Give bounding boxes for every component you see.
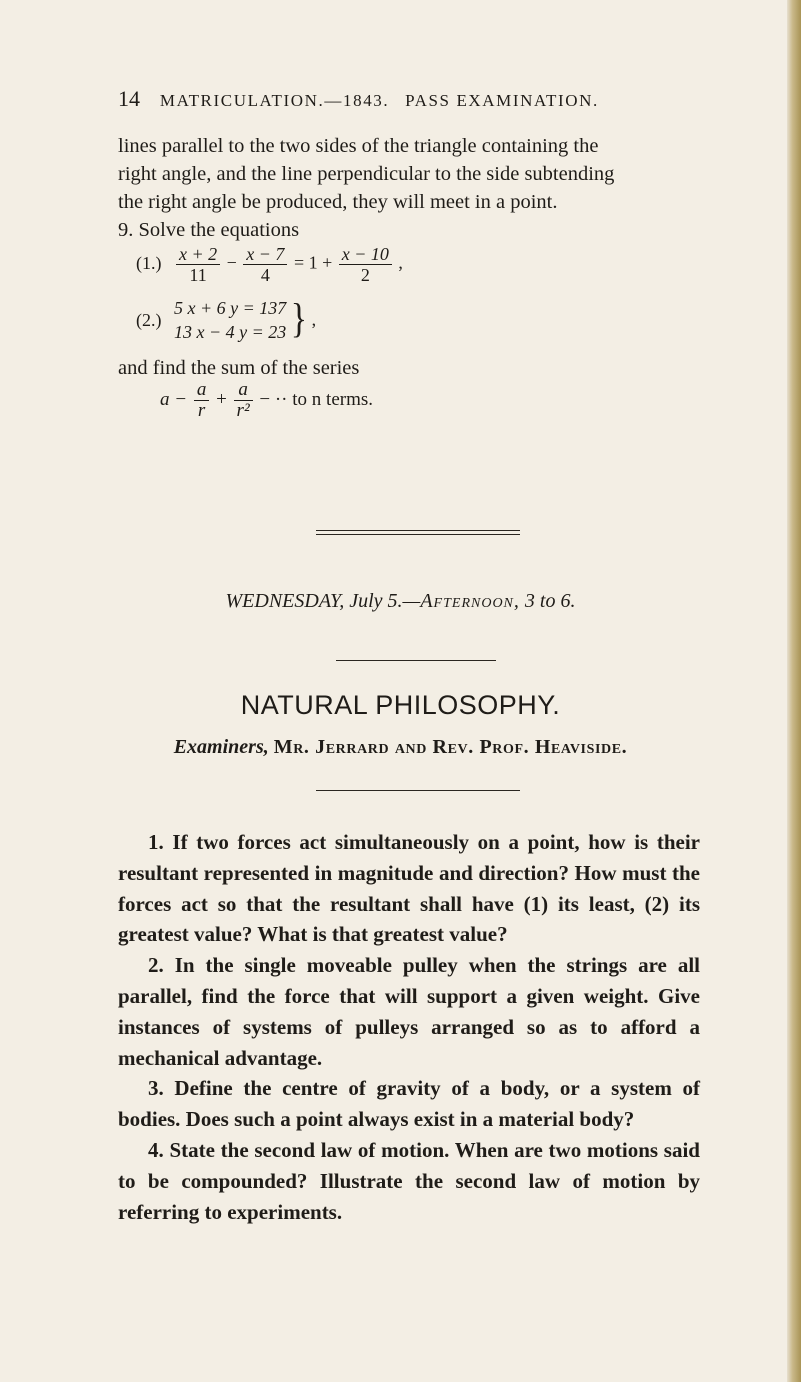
numerator: a	[234, 380, 253, 401]
numerator: x − 7	[243, 244, 287, 265]
examiners-line	[0, 736, 801, 759]
session-day: WEDNESDAY,	[225, 590, 345, 612]
subject-title: NATURAL PHILOSOPHY.	[240, 690, 561, 720]
equation-1-fraction-1	[176, 244, 220, 285]
session-heading	[0, 590, 801, 613]
operator: −	[226, 252, 237, 273]
denominator: r²	[236, 400, 250, 421]
session-part: Afternoon,	[420, 590, 520, 612]
operator: = 1 +	[293, 252, 333, 273]
question-1: 1. If two forces act simultaneously on a point, how is their resultant represented in magnitude and direction? How must the forces act so that the resultant shall have (1) its least, (2) its greatest value? What is that greatest value?	[118, 830, 700, 947]
running-subtitle: PASS EXAMINATION.	[405, 91, 599, 110]
intro-line-3: the right angle be produced, they will meet in a point.	[118, 191, 558, 213]
intro-line-1: lines parallel to the two sides of the triangle containing the	[118, 135, 599, 157]
numerator: a	[194, 380, 210, 401]
denominator: 4	[260, 265, 270, 285]
equation-2-line-1: 5 x + 6 y = 137	[174, 298, 287, 318]
question-4: 4. State the second law of motion. When are two motions said to be compounded? Illustrate the second law of motion by referring to experiments.	[118, 1137, 700, 1224]
equation-2-label: (2.)	[136, 309, 162, 330]
series-fraction-2	[234, 380, 253, 421]
right-brace-icon: }	[290, 297, 308, 342]
numerator: x + 2	[176, 244, 220, 265]
equation-1-fraction-2	[243, 244, 287, 285]
equation-1-label: (1.)	[136, 252, 162, 273]
divider	[316, 790, 520, 791]
question-9-number: 9.	[118, 219, 134, 241]
intro-line-2: right angle, and the line perpendicular to the side subtending	[118, 163, 615, 185]
examiners-label: Examiners,	[173, 736, 269, 758]
equation-2-system	[174, 296, 286, 344]
punctuation: ,	[311, 309, 317, 330]
divider	[316, 530, 520, 531]
question-2: 2. In the single moveable pulley when the strings are all parallel, find the force that will support a given weight. Give instances of systems of pulleys arranged so as to afford a mechanical advantage.	[118, 953, 700, 1070]
series-fraction-1	[194, 380, 210, 421]
series-lead: a −	[160, 388, 188, 410]
running-header	[118, 86, 718, 112]
equation-2-line-2: 13 x − 4 y = 23	[174, 322, 287, 342]
questions-block	[118, 827, 700, 1227]
series-expression	[160, 380, 373, 421]
equation-2	[136, 296, 316, 344]
running-title: MATRICULATION.—1843.	[159, 91, 390, 110]
series-prompt: and find the sum of the series	[118, 357, 360, 379]
session-time: 3 to 6.	[524, 590, 576, 612]
question-3: 3. Define the centre of gravity of a body, or a system of bodies. Does such a point always exist in a material body?	[118, 1076, 700, 1132]
numerator: x − 10	[339, 244, 392, 265]
divider	[336, 660, 496, 661]
question-9-text: Solve the equations	[138, 219, 300, 241]
denominator: 2	[360, 265, 370, 285]
examiners-names: Mr. Jerrard and Rev. Prof. Heaviside.	[273, 736, 628, 758]
equation-1	[136, 244, 403, 285]
session-date: July 5.—	[349, 590, 421, 612]
operator: +	[216, 388, 227, 410]
punctuation: ,	[398, 252, 403, 273]
equation-1-fraction-3	[339, 244, 392, 285]
denominator: r	[197, 400, 206, 421]
series-tail: − ·· to n terms.	[259, 388, 374, 410]
question-9-prompt	[118, 216, 299, 244]
page-number: 14	[118, 86, 140, 111]
denominator: 11	[189, 265, 207, 285]
divider	[316, 534, 520, 535]
